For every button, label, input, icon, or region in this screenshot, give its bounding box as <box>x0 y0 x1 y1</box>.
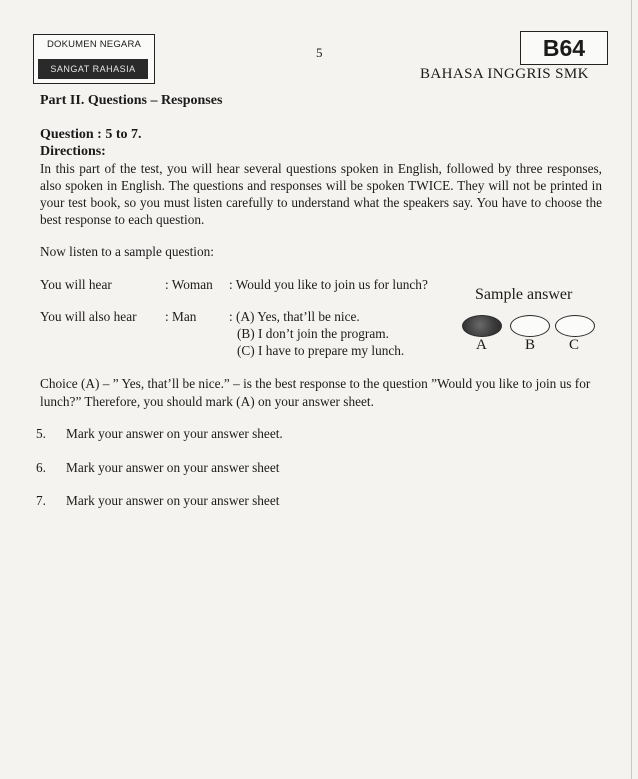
bubble-label-c: C <box>569 337 580 353</box>
page-edge-line <box>631 0 632 779</box>
hear-label: You will hear <box>40 277 112 292</box>
directions-text: In this part of the test, you will hear several questions spoken in English, followed by three responses, also spoken in English. The questions and responses will be spoken TWICE. They will not be printed in your test book, so you must listen carefully to understand what the speakers say. You have to choose the best response to each question. <box>40 161 602 227</box>
directions-label: Directions: <box>40 144 106 159</box>
item-text: Mark your answer on your answer sheet <box>66 493 280 508</box>
also-hear-speaker: : Man <box>165 309 197 324</box>
exam-code: B64 <box>520 31 608 65</box>
also-hear-label: You will also hear <box>40 309 137 324</box>
document-classification-box <box>33 34 155 84</box>
item-number: 5. <box>36 426 46 441</box>
choice-explanation: Choice (A) – ” Yes, that’ll be nice.” – is the best response to the question ”Would you like to join us for lunch?” Therefore, you should mark (A) on your answer sheet. <box>40 376 591 409</box>
bubble-label-b: B <box>525 337 536 353</box>
item-text: Mark your answer on your answer sheet <box>66 460 280 475</box>
option-b: (B) I don’t join the program. <box>237 326 389 341</box>
doc-label-rahasia: SANGAT RAHASIA <box>38 59 148 79</box>
answer-bubble-c <box>555 315 595 337</box>
option-c: (C) I have to prepare my lunch. <box>237 343 405 358</box>
doc-label-negara: DOKUMEN NEGARA <box>46 39 142 50</box>
option-a: : (A) Yes, that’ll be nice. <box>229 309 360 324</box>
sample-answer-title: Sample answer <box>475 286 573 303</box>
item-number: 7. <box>36 493 46 508</box>
page-number: 5 <box>316 45 323 60</box>
question-range: Question : 5 to 7. <box>40 127 142 142</box>
item-number: 6. <box>36 460 46 475</box>
hear-question: : Would you like to join us for lunch? <box>229 277 428 292</box>
item-text: Mark your answer on your answer sheet. <box>66 426 283 441</box>
hear-speaker: : Woman <box>165 277 213 292</box>
subject-title: BAHASA INGGRIS SMK <box>420 66 589 82</box>
bubble-label-a: A <box>476 337 487 353</box>
part-title: Part II. Questions – Responses <box>40 93 223 108</box>
answer-bubble-a-filled <box>462 315 502 337</box>
listen-instruction: Now listen to a sample question: <box>40 244 214 259</box>
answer-bubble-b <box>510 315 550 337</box>
